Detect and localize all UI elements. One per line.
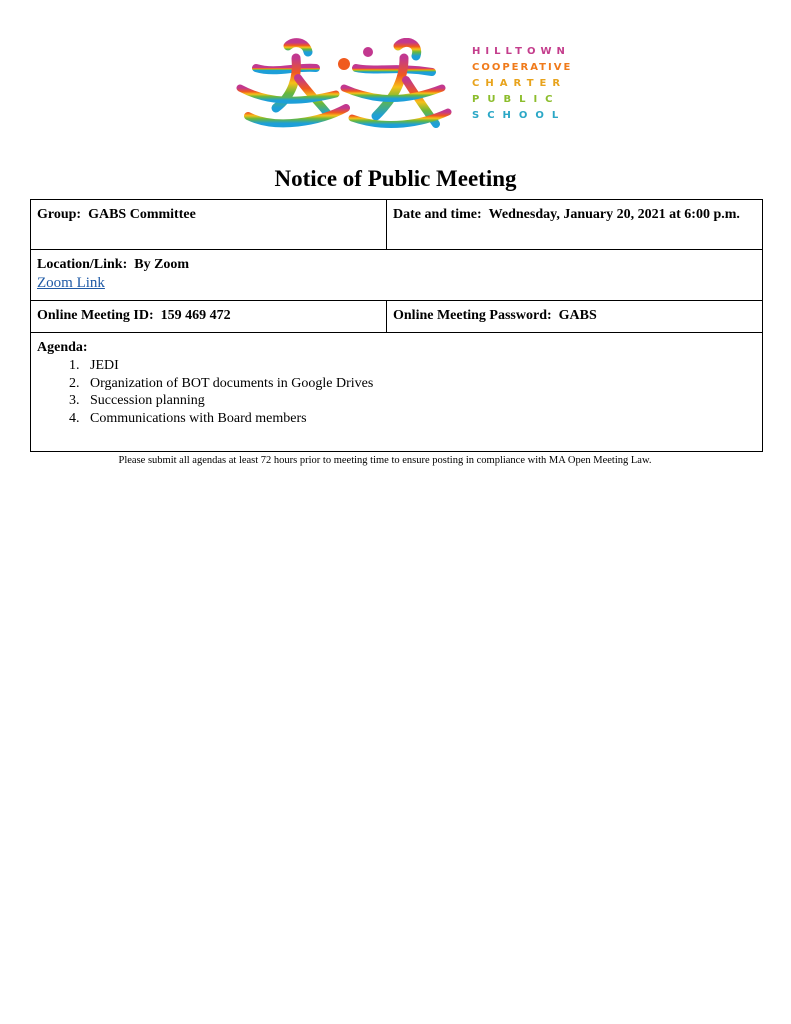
meeting-notice-table	[30, 199, 763, 452]
agenda-item: 2. Organization of BOT documents in Google Drives	[83, 375, 756, 393]
dancing-figures-logo-art	[236, 38, 466, 130]
logo-word: HILLTOWN	[472, 46, 570, 57]
meeting-id-value: 159 469 472	[160, 308, 231, 323]
datetime-value: Wednesday, January 20, 2021 at 6:00 p.m.	[488, 207, 740, 222]
group-cell	[31, 200, 387, 250]
page-title: Notice of Public Meeting	[274, 166, 517, 191]
meeting-id-cell	[31, 301, 387, 333]
datetime-label: Date and time:	[393, 207, 482, 222]
password-value: GABS	[558, 308, 597, 323]
meeting-id-label: Online Meeting ID:	[37, 308, 154, 323]
agenda-item: 1. JEDI	[83, 357, 756, 375]
password-cell	[387, 301, 763, 333]
school-name-wordmark	[472, 44, 576, 124]
group-value: GABS Committee	[88, 207, 196, 222]
zoom-link[interactable]: Zoom Link	[37, 275, 105, 291]
password-label: Online Meeting Password:	[393, 308, 552, 323]
agenda-cell	[31, 333, 763, 452]
agenda-label: Agenda:	[37, 340, 88, 355]
logo-word: CHARTER	[472, 78, 567, 89]
agenda-item: 3. Succession planning	[83, 392, 756, 410]
datetime-cell	[387, 200, 763, 250]
logo-word: PUBLIC	[472, 94, 561, 105]
logo-word: COOPERATIVE	[472, 62, 573, 73]
logo-word: SCHOOL	[472, 110, 567, 121]
location-cell	[31, 250, 763, 301]
location-label: Location/Link:	[37, 257, 128, 272]
submission-footnote: Please submit all agendas at least 72 hours prior to meeting time to ensure posting in compliance with MA Open Meeting Law.	[118, 455, 652, 466]
location-value: By Zoom	[134, 257, 190, 272]
school-logo	[236, 38, 576, 130]
agenda-list	[37, 357, 756, 427]
group-label: Group:	[37, 207, 82, 222]
agenda-item: 4. Communications with Board members	[83, 410, 756, 428]
